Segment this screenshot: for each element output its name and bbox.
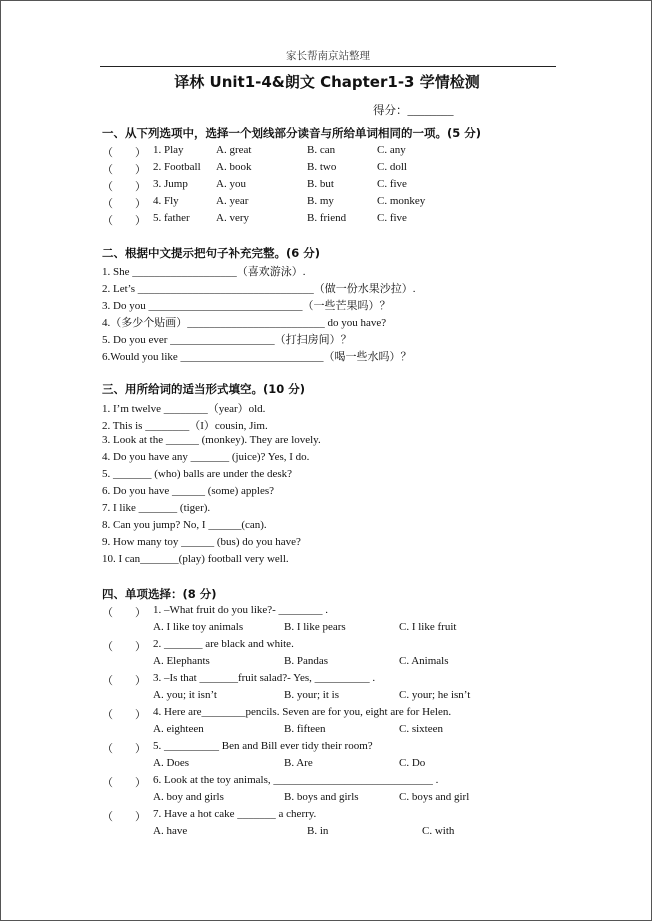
option-b: B. I like pears bbox=[284, 621, 346, 633]
option-b: B. friend bbox=[307, 212, 347, 224]
option-c: C. sixteen bbox=[399, 723, 443, 735]
question-word: 1. Play bbox=[153, 144, 184, 156]
question-stem: 2. _______ are black and white. bbox=[153, 638, 294, 650]
option-a: A. eighteen bbox=[153, 723, 204, 735]
option-c: C. doll bbox=[377, 161, 407, 173]
section2-sentence: 4.（多少个贴画）_________________________ do you have? bbox=[102, 317, 387, 329]
option-c: C. I like fruit bbox=[399, 621, 457, 633]
question-stem: 4. Here are________pencils. Seven are for you, eight are for Helen. bbox=[153, 706, 452, 718]
section3-sentence: 2. This is ________（I）cousin, Jim. bbox=[102, 420, 268, 432]
section2-sentence: 5. Do you ever ___________________（打扫房间）？ bbox=[102, 334, 352, 346]
option-c: C. your; he isn’t bbox=[399, 689, 471, 701]
section2-sentence: 6.Would you like __________________________（喝一些水吗）？ bbox=[102, 351, 412, 363]
option-a: A. great bbox=[216, 144, 252, 156]
answer-bracket: （ ） bbox=[102, 675, 146, 687]
answer-bracket: （ ） bbox=[102, 198, 146, 210]
question-stem: 5. __________ Ben and Bill ever tidy their room? bbox=[153, 740, 373, 752]
section3-sentence: 10. I can_______(play) football very well. bbox=[102, 553, 289, 565]
section3-sentence: 1. I’m twelve ________（year）old. bbox=[102, 403, 266, 415]
answer-bracket: （ ） bbox=[102, 215, 146, 227]
question-word: 3. Jump bbox=[153, 178, 188, 190]
option-a: A. boy and girls bbox=[153, 791, 224, 803]
section2-sentence: 2. Let’s ________________________________（做一份水果沙拉）. bbox=[102, 283, 416, 295]
option-a: A. have bbox=[153, 825, 188, 837]
option-c: C. Animals bbox=[399, 655, 449, 667]
option-a: A. very bbox=[216, 212, 249, 224]
section2-sentence: 3. Do you ____________________________（一些芒果吗）？ bbox=[102, 300, 391, 312]
question-word: 5. father bbox=[153, 212, 190, 224]
option-b: B. two bbox=[307, 161, 337, 173]
section3-sentence: 3. Look at the ______ (monkey). They are lovely. bbox=[102, 434, 321, 446]
option-c: C. five bbox=[377, 212, 407, 224]
answer-bracket: （ ） bbox=[102, 147, 146, 159]
answer-bracket: （ ） bbox=[102, 607, 146, 619]
option-a: A. you; it isn’t bbox=[153, 689, 217, 701]
question-stem: 1. –What fruit do you like?- ________ . bbox=[153, 604, 329, 616]
section2-heading: 二、根据中文提示把句子补充完整。(6 分) bbox=[102, 246, 321, 260]
section3-sentence: 9. How many toy ______ (bus) do you have? bbox=[102, 536, 301, 548]
option-c: C. monkey bbox=[377, 195, 426, 207]
answer-bracket: （ ） bbox=[102, 709, 146, 721]
option-b: B. can bbox=[307, 144, 336, 156]
question-word: 4. Fly bbox=[153, 195, 179, 207]
section3-sentence: 7. I like _______ (tiger). bbox=[102, 502, 211, 514]
section3-sentence: 5. _______ (who) balls are under the desk? bbox=[102, 468, 293, 480]
option-b: B. my bbox=[307, 195, 334, 207]
option-a: A. you bbox=[216, 178, 246, 190]
score-label: 得分：________ bbox=[373, 105, 454, 117]
option-b: B. Pandas bbox=[284, 655, 328, 667]
option-c: C. five bbox=[377, 178, 407, 190]
page-header-source: 家长帮南京站整理 bbox=[100, 48, 556, 67]
option-b: B. your; it is bbox=[284, 689, 340, 701]
answer-bracket: （ ） bbox=[102, 777, 146, 789]
option-c: C. Do bbox=[399, 757, 426, 769]
option-c: C. with bbox=[422, 825, 455, 837]
section3-sentence: 4. Do you have any _______ (juice)? Yes, I do. bbox=[102, 451, 310, 463]
section3-heading: 三、用所给词的适当形式填空。(10 分) bbox=[102, 382, 306, 396]
option-b: B. boys and girls bbox=[284, 791, 359, 803]
section4-heading: 四、单项选择：(8 分) bbox=[102, 587, 217, 601]
answer-bracket: （ ） bbox=[102, 164, 146, 176]
section3-sentence: 8. Can you jump? No, I ______(can). bbox=[102, 519, 267, 531]
section2-sentence: 1. She ___________________（喜欢游泳）. bbox=[102, 266, 306, 278]
option-a: A. year bbox=[216, 195, 249, 207]
option-b: B. in bbox=[307, 825, 329, 837]
answer-bracket: （ ） bbox=[102, 181, 146, 193]
option-a: A. Elephants bbox=[153, 655, 210, 667]
page-title: 译林 Unit1-4&朗文 Chapter1-3 学情检测 bbox=[174, 73, 480, 91]
option-b: B. but bbox=[307, 178, 334, 190]
question-word: 2. Football bbox=[153, 161, 201, 173]
option-b: B. fifteen bbox=[284, 723, 326, 735]
question-stem: 3. –Is that _______fruit salad?- Yes, __________ . bbox=[153, 672, 376, 684]
option-c: C. any bbox=[377, 144, 406, 156]
option-b: B. Are bbox=[284, 757, 313, 769]
answer-bracket: （ ） bbox=[102, 743, 146, 755]
section1-heading: 一、从下列选项中，选择一个划线部分读音与所给单词相同的一项。(5 分) bbox=[102, 126, 482, 140]
option-a: A. I like toy animals bbox=[153, 621, 244, 633]
option-a: A. book bbox=[216, 161, 252, 173]
option-c: C. boys and girl bbox=[399, 791, 470, 803]
question-stem: 7. Have a hot cake _______ a cherry. bbox=[153, 808, 317, 820]
section3-sentence: 6. Do you have ______ (some) apples? bbox=[102, 485, 274, 497]
question-stem: 6. Look at the toy animals, _____________________________ . bbox=[153, 774, 439, 786]
option-a: A. Does bbox=[153, 757, 190, 769]
answer-bracket: （ ） bbox=[102, 811, 146, 823]
answer-bracket: （ ） bbox=[102, 641, 146, 653]
